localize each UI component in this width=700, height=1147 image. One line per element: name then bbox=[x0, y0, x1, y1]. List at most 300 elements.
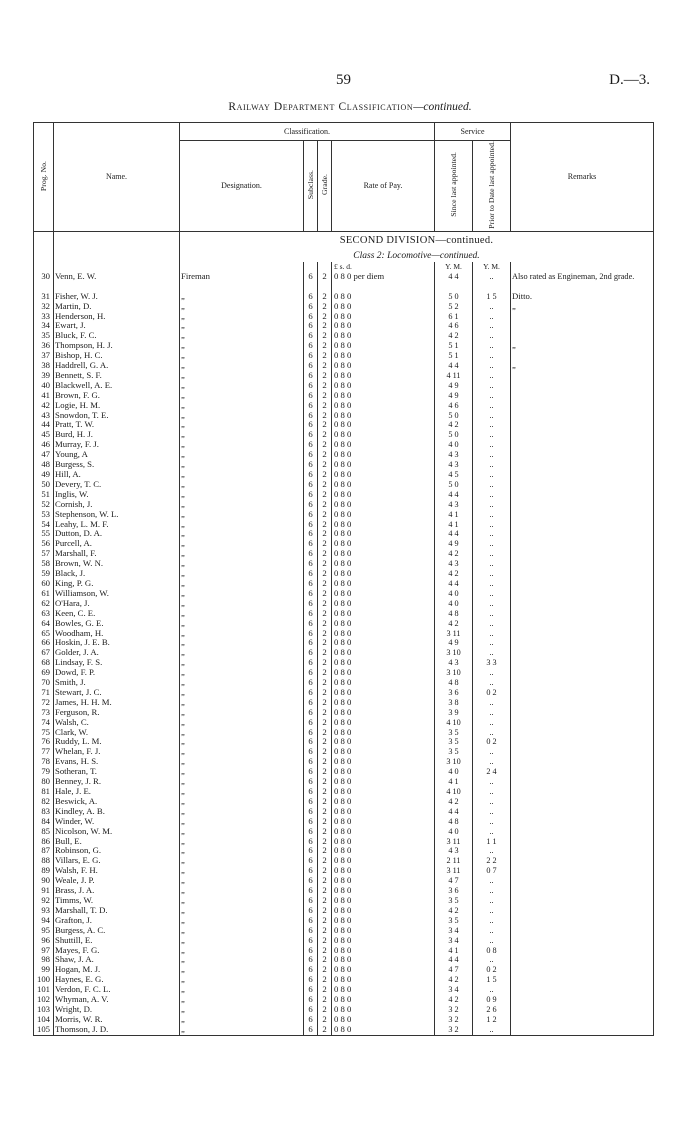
remarks-cell: Also rated as Engineman, 2nd grade. bbox=[511, 272, 654, 292]
prior-to-date-cell: .. bbox=[473, 500, 511, 510]
prog-no-cell: 83 bbox=[34, 807, 54, 817]
prog-no-cell: 30 bbox=[34, 272, 54, 292]
prior-to-date-cell: .. bbox=[473, 1025, 511, 1035]
subclass-cell: 6 bbox=[304, 331, 318, 341]
prog-no-cell: 35 bbox=[34, 331, 54, 341]
table-row bbox=[34, 985, 654, 995]
designation-cell: „ bbox=[180, 827, 304, 837]
designation-cell: „ bbox=[180, 737, 304, 747]
header-grade: Grade. bbox=[318, 141, 332, 232]
prog-no-cell: 37 bbox=[34, 351, 54, 361]
prior-to-date-cell: .. bbox=[473, 411, 511, 421]
designation-cell: „ bbox=[180, 817, 304, 827]
name-cell: Bluck, F. C. bbox=[54, 331, 180, 341]
prog-no-cell: 69 bbox=[34, 668, 54, 678]
prior-to-date-cell: .. bbox=[473, 718, 511, 728]
remarks-cell: Ditto. bbox=[511, 292, 654, 302]
remarks-cell bbox=[511, 955, 654, 965]
table-row bbox=[34, 629, 654, 639]
prior-to-date-cell: .. bbox=[473, 747, 511, 757]
since-last-cell: 4 8 bbox=[435, 609, 473, 619]
subclass-cell: 6 bbox=[304, 559, 318, 569]
rate-of-pay-cell: 0 8 0 bbox=[332, 896, 435, 906]
rate-of-pay-cell: 0 8 0 bbox=[332, 470, 435, 480]
grade-cell: 2 bbox=[318, 371, 332, 381]
rate-of-pay-cell: 0 8 0 bbox=[332, 401, 435, 411]
subclass-cell: 6 bbox=[304, 965, 318, 975]
grade-cell: 2 bbox=[318, 500, 332, 510]
prior-to-date-cell: .. bbox=[473, 955, 511, 965]
since-last-cell: 4 2 bbox=[435, 975, 473, 985]
rate-of-pay-cell: 0 8 0 bbox=[332, 698, 435, 708]
designation-cell: „ bbox=[180, 1025, 304, 1035]
section-class-row bbox=[34, 250, 654, 262]
since-last-cell: 5 0 bbox=[435, 411, 473, 421]
designation-cell: „ bbox=[180, 638, 304, 648]
subclass-cell: 6 bbox=[304, 401, 318, 411]
prior-to-date-cell: .. bbox=[473, 619, 511, 629]
table-row bbox=[34, 559, 654, 569]
name-cell: Brass, J. A. bbox=[54, 886, 180, 896]
remarks-cell bbox=[511, 609, 654, 619]
prog-no-cell: 105 bbox=[34, 1025, 54, 1035]
name-cell: Bishop, H. C. bbox=[54, 351, 180, 361]
table-row bbox=[34, 302, 654, 312]
subclass-cell: 6 bbox=[304, 896, 318, 906]
remarks-cell bbox=[511, 708, 654, 718]
name-cell: Clark, W. bbox=[54, 728, 180, 738]
prog-no-cell: 50 bbox=[34, 480, 54, 490]
name-cell: Lindsay, F. S. bbox=[54, 658, 180, 668]
prog-no-cell: 46 bbox=[34, 440, 54, 450]
since-last-cell: 5 0 bbox=[435, 292, 473, 302]
prog-no-cell: 31 bbox=[34, 292, 54, 302]
table-row bbox=[34, 569, 654, 579]
subclass-cell: 6 bbox=[304, 1025, 318, 1035]
prog-no-cell: 86 bbox=[34, 837, 54, 847]
designation-cell: „ bbox=[180, 926, 304, 936]
grade-cell: 2 bbox=[318, 777, 332, 787]
designation-cell: „ bbox=[180, 985, 304, 995]
name-cell: Williamson, W. bbox=[54, 589, 180, 599]
prior-to-date-cell: .. bbox=[473, 520, 511, 530]
since-last-cell: 4 3 bbox=[435, 450, 473, 460]
designation-cell: „ bbox=[180, 678, 304, 688]
grade-cell: 2 bbox=[318, 609, 332, 619]
rate-of-pay-cell: 0 8 0 bbox=[332, 529, 435, 539]
designation-cell: „ bbox=[180, 411, 304, 421]
name-cell: Marshall, T. D. bbox=[54, 906, 180, 916]
prog-no-cell: 48 bbox=[34, 460, 54, 470]
prog-no-cell: 70 bbox=[34, 678, 54, 688]
name-cell: Evans, H. S. bbox=[54, 757, 180, 767]
since-last-cell: 5 1 bbox=[435, 341, 473, 351]
designation-cell: „ bbox=[180, 658, 304, 668]
title-suffix: —continued. bbox=[413, 101, 472, 113]
grade-cell: 2 bbox=[318, 698, 332, 708]
grade-cell: 2 bbox=[318, 312, 332, 322]
designation-cell: „ bbox=[180, 500, 304, 510]
prog-no-cell: 84 bbox=[34, 817, 54, 827]
prior-to-date-cell: 0 2 bbox=[473, 965, 511, 975]
remarks-cell bbox=[511, 757, 654, 767]
since-last-cell: 3 4 bbox=[435, 985, 473, 995]
remarks-cell bbox=[511, 430, 654, 440]
remarks-cell bbox=[511, 371, 654, 381]
prior-to-date-cell: 1 1 bbox=[473, 837, 511, 847]
subclass-cell: 6 bbox=[304, 876, 318, 886]
designation-cell: „ bbox=[180, 975, 304, 985]
remarks-cell bbox=[511, 777, 654, 787]
rate-of-pay-cell: 0 8 0 bbox=[332, 955, 435, 965]
designation-cell: „ bbox=[180, 886, 304, 896]
rate-of-pay-cell: 0 8 0 bbox=[332, 995, 435, 1005]
since-last-cell: 2 11 bbox=[435, 856, 473, 866]
name-cell: Hogan, M. J. bbox=[54, 965, 180, 975]
rate-of-pay-cell: 0 8 0 bbox=[332, 559, 435, 569]
subclass-cell: 6 bbox=[304, 1005, 318, 1015]
remarks-cell bbox=[511, 480, 654, 490]
table-row bbox=[34, 312, 654, 322]
name-cell: O'Hara, J. bbox=[54, 599, 180, 609]
grade-cell: 2 bbox=[318, 420, 332, 430]
table-row bbox=[34, 440, 654, 450]
subclass-cell: 6 bbox=[304, 936, 318, 946]
table-row bbox=[34, 549, 654, 559]
designation-cell: „ bbox=[180, 510, 304, 520]
remarks-cell bbox=[511, 856, 654, 866]
remarks-cell bbox=[511, 916, 654, 926]
name-cell: Nicolson, W. M. bbox=[54, 827, 180, 837]
designation-cell: „ bbox=[180, 876, 304, 886]
prior-to-date-cell: .. bbox=[473, 312, 511, 322]
section-division: SECOND DIVISION—continued. bbox=[180, 231, 654, 250]
since-last-cell: 4 4 bbox=[435, 272, 473, 292]
name-cell: Murray, F. J. bbox=[54, 440, 180, 450]
name-cell: Blackwell, A. E. bbox=[54, 381, 180, 391]
prior-to-date-cell: .. bbox=[473, 539, 511, 549]
rate-of-pay-cell: 0 8 0 bbox=[332, 648, 435, 658]
prog-no-cell: 57 bbox=[34, 549, 54, 559]
grade-cell: 2 bbox=[318, 797, 332, 807]
rate-of-pay-cell: 0 8 0 bbox=[332, 292, 435, 302]
subclass-cell: 6 bbox=[304, 629, 318, 639]
prog-no-cell: 77 bbox=[34, 747, 54, 757]
rate-of-pay-cell: 0 8 0 bbox=[332, 856, 435, 866]
rate-of-pay-cell: 0 8 0 bbox=[332, 837, 435, 847]
grade-cell: 2 bbox=[318, 411, 332, 421]
grade-cell: 2 bbox=[318, 767, 332, 777]
designation-cell: Fireman bbox=[180, 272, 304, 292]
prior-to-date-cell: .. bbox=[473, 351, 511, 361]
designation-cell: „ bbox=[180, 718, 304, 728]
designation-cell: „ bbox=[180, 529, 304, 539]
prog-no-cell: 45 bbox=[34, 430, 54, 440]
rate-of-pay-cell: 0 8 0 bbox=[332, 440, 435, 450]
since-last-cell: 4 4 bbox=[435, 579, 473, 589]
designation-cell: „ bbox=[180, 381, 304, 391]
name-cell: Burd, H. J. bbox=[54, 430, 180, 440]
name-cell: Winder, W. bbox=[54, 817, 180, 827]
designation-cell: „ bbox=[180, 797, 304, 807]
prog-no-cell: 72 bbox=[34, 698, 54, 708]
prior-to-date-cell: 2 2 bbox=[473, 856, 511, 866]
since-last-cell: 3 11 bbox=[435, 629, 473, 639]
remarks-cell bbox=[511, 381, 654, 391]
remarks-cell bbox=[511, 965, 654, 975]
prior-to-date-cell: .. bbox=[473, 371, 511, 381]
since-last-cell: 4 2 bbox=[435, 331, 473, 341]
subclass-cell: 6 bbox=[304, 797, 318, 807]
grade-cell: 2 bbox=[318, 589, 332, 599]
remarks-cell bbox=[511, 747, 654, 757]
name-cell: Ewart, J. bbox=[54, 321, 180, 331]
rate-of-pay-cell: 0 8 0 bbox=[332, 797, 435, 807]
name-cell: Shuttill, E. bbox=[54, 936, 180, 946]
subclass-cell: 6 bbox=[304, 658, 318, 668]
name-cell: Mayes, F. G. bbox=[54, 946, 180, 956]
subclass-cell: 6 bbox=[304, 500, 318, 510]
prog-no-cell: 53 bbox=[34, 510, 54, 520]
name-cell: Haynes, E. G. bbox=[54, 975, 180, 985]
designation-cell: „ bbox=[180, 351, 304, 361]
subclass-cell: 6 bbox=[304, 737, 318, 747]
header-row-1 bbox=[34, 123, 654, 141]
table-row bbox=[34, 1025, 654, 1035]
name-cell: Logie, H. M. bbox=[54, 401, 180, 411]
prog-no-cell: 88 bbox=[34, 856, 54, 866]
since-last-cell: 4 4 bbox=[435, 490, 473, 500]
designation-cell: „ bbox=[180, 728, 304, 738]
remarks-cell bbox=[511, 500, 654, 510]
remarks-cell bbox=[511, 321, 654, 331]
designation-cell: „ bbox=[180, 599, 304, 609]
subclass-cell: 6 bbox=[304, 708, 318, 718]
grade-cell: 2 bbox=[318, 737, 332, 747]
prog-no-cell: 51 bbox=[34, 490, 54, 500]
since-last-cell: 4 3 bbox=[435, 846, 473, 856]
subclass-cell: 6 bbox=[304, 688, 318, 698]
prog-no-cell: 87 bbox=[34, 846, 54, 856]
since-last-cell: 4 8 bbox=[435, 817, 473, 827]
designation-cell: „ bbox=[180, 589, 304, 599]
prog-no-cell: 61 bbox=[34, 589, 54, 599]
grade-cell: 2 bbox=[318, 678, 332, 688]
rate-of-pay-cell: 0 8 0 bbox=[332, 965, 435, 975]
rate-of-pay-cell: 0 8 0 bbox=[332, 331, 435, 341]
designation-cell: „ bbox=[180, 430, 304, 440]
rate-of-pay-cell: 0 8 0 bbox=[332, 787, 435, 797]
prior-to-date-cell: .. bbox=[473, 985, 511, 995]
prior-to-date-cell: .. bbox=[473, 490, 511, 500]
table-row bbox=[34, 609, 654, 619]
table-row bbox=[34, 500, 654, 510]
prog-no-cell: 97 bbox=[34, 946, 54, 956]
subclass-cell: 6 bbox=[304, 440, 318, 450]
designation-cell: „ bbox=[180, 1015, 304, 1025]
remarks-cell bbox=[511, 470, 654, 480]
remarks-cell bbox=[511, 817, 654, 827]
subclass-cell: 6 bbox=[304, 955, 318, 965]
units-pay: £ s. d. bbox=[332, 262, 435, 272]
grade-cell: 2 bbox=[318, 807, 332, 817]
table-row bbox=[34, 391, 654, 401]
remarks-cell bbox=[511, 420, 654, 430]
rate-of-pay-cell: 0 8 0 bbox=[332, 638, 435, 648]
name-cell: Beswick, A. bbox=[54, 797, 180, 807]
name-cell: Walsh, C. bbox=[54, 718, 180, 728]
grade-cell: 2 bbox=[318, 629, 332, 639]
rate-of-pay-cell: 0 8 0 bbox=[332, 430, 435, 440]
rate-of-pay-cell: 0 8 0 bbox=[332, 737, 435, 747]
remarks-cell bbox=[511, 658, 654, 668]
name-cell: Henderson, H. bbox=[54, 312, 180, 322]
subclass-cell: 6 bbox=[304, 856, 318, 866]
name-cell: Brown, W. N. bbox=[54, 559, 180, 569]
table-row bbox=[34, 430, 654, 440]
prior-to-date-cell: .. bbox=[473, 460, 511, 470]
since-last-cell: 3 4 bbox=[435, 926, 473, 936]
subclass-cell: 6 bbox=[304, 718, 318, 728]
prog-no-cell: 92 bbox=[34, 896, 54, 906]
since-last-cell: 4 8 bbox=[435, 678, 473, 688]
name-cell: Stephenson, W. L. bbox=[54, 510, 180, 520]
since-last-cell: 4 0 bbox=[435, 827, 473, 837]
header-designation: Designation. bbox=[180, 141, 304, 232]
remarks-cell bbox=[511, 579, 654, 589]
remarks-cell bbox=[511, 946, 654, 956]
rate-of-pay-cell: 0 8 0 bbox=[332, 411, 435, 421]
designation-cell: „ bbox=[180, 391, 304, 401]
since-last-cell: 4 0 bbox=[435, 440, 473, 450]
prior-to-date-cell: .. bbox=[473, 817, 511, 827]
table-row bbox=[34, 411, 654, 421]
name-cell: Whyman, A. V. bbox=[54, 995, 180, 1005]
name-cell: Bull, E. bbox=[54, 837, 180, 847]
since-last-cell: 3 11 bbox=[435, 866, 473, 876]
subclass-cell: 6 bbox=[304, 480, 318, 490]
since-last-cell: 3 8 bbox=[435, 698, 473, 708]
grade-cell: 2 bbox=[318, 916, 332, 926]
prog-no-cell: 94 bbox=[34, 916, 54, 926]
prior-to-date-cell: .. bbox=[473, 529, 511, 539]
table-row bbox=[34, 886, 654, 896]
since-last-cell: 4 1 bbox=[435, 946, 473, 956]
name-cell: Cornish, J. bbox=[54, 500, 180, 510]
prog-no-cell: 40 bbox=[34, 381, 54, 391]
prog-no-cell: 33 bbox=[34, 312, 54, 322]
rate-of-pay-cell: 0 8 0 bbox=[332, 688, 435, 698]
name-cell: Benney, J. R. bbox=[54, 777, 180, 787]
rate-of-pay-cell: 0 8 0 bbox=[332, 846, 435, 856]
grade-cell: 2 bbox=[318, 599, 332, 609]
prior-to-date-cell: .. bbox=[473, 341, 511, 351]
prior-to-date-cell: .. bbox=[473, 609, 511, 619]
table-row bbox=[34, 866, 654, 876]
name-cell: Devery, T. C. bbox=[54, 480, 180, 490]
remarks-cell bbox=[511, 559, 654, 569]
prior-to-date-cell: .. bbox=[473, 708, 511, 718]
header-remarks: Remarks bbox=[511, 123, 654, 232]
since-last-cell: 4 2 bbox=[435, 420, 473, 430]
table-row bbox=[34, 272, 654, 292]
designation-cell: „ bbox=[180, 292, 304, 302]
remarks-cell bbox=[511, 401, 654, 411]
prior-to-date-cell: .. bbox=[473, 638, 511, 648]
prior-to-date-cell: .. bbox=[473, 846, 511, 856]
designation-cell: „ bbox=[180, 470, 304, 480]
designation-cell: „ bbox=[180, 668, 304, 678]
subclass-cell: 6 bbox=[304, 539, 318, 549]
rate-of-pay-cell: 0 8 0 bbox=[332, 599, 435, 609]
table-row bbox=[34, 975, 654, 985]
grade-cell: 2 bbox=[318, 866, 332, 876]
grade-cell: 2 bbox=[318, 757, 332, 767]
since-last-cell: 4 2 bbox=[435, 549, 473, 559]
subclass-cell: 6 bbox=[304, 668, 318, 678]
subclass-cell: 6 bbox=[304, 549, 318, 559]
remarks-cell bbox=[511, 936, 654, 946]
name-cell: Young, A bbox=[54, 450, 180, 460]
rate-of-pay-cell: 0 8 0 bbox=[332, 391, 435, 401]
prog-no-cell: 41 bbox=[34, 391, 54, 401]
table-row bbox=[34, 817, 654, 827]
name-cell: Black, J. bbox=[54, 569, 180, 579]
grade-cell: 2 bbox=[318, 856, 332, 866]
prog-no-cell: 75 bbox=[34, 728, 54, 738]
since-last-cell: 3 10 bbox=[435, 757, 473, 767]
grade-cell: 2 bbox=[318, 302, 332, 312]
grade-cell: 2 bbox=[318, 787, 332, 797]
designation-cell: „ bbox=[180, 846, 304, 856]
grade-cell: 2 bbox=[318, 965, 332, 975]
subclass-cell: 6 bbox=[304, 609, 318, 619]
rate-of-pay-cell: 0 8 0 bbox=[332, 579, 435, 589]
rate-of-pay-cell: 0 8 0 bbox=[332, 510, 435, 520]
name-cell: Grafton, J. bbox=[54, 916, 180, 926]
grade-cell: 2 bbox=[318, 331, 332, 341]
table-row bbox=[34, 520, 654, 530]
remarks-cell bbox=[511, 876, 654, 886]
subclass-cell: 6 bbox=[304, 371, 318, 381]
title-main: Railway Department Classification bbox=[228, 101, 414, 113]
designation-cell: „ bbox=[180, 777, 304, 787]
prior-to-date-cell: 1 2 bbox=[473, 1015, 511, 1025]
prior-to-date-cell: .. bbox=[473, 906, 511, 916]
designation-cell: „ bbox=[180, 450, 304, 460]
designation-cell: „ bbox=[180, 747, 304, 757]
rate-of-pay-cell: 0 8 0 bbox=[332, 351, 435, 361]
prog-no-cell: 73 bbox=[34, 708, 54, 718]
rate-of-pay-cell: 0 8 0 bbox=[332, 321, 435, 331]
prog-no-cell: 100 bbox=[34, 975, 54, 985]
subclass-cell: 6 bbox=[304, 272, 318, 292]
section-division-row bbox=[34, 231, 654, 250]
remarks-cell bbox=[511, 589, 654, 599]
prior-to-date-cell: .. bbox=[473, 549, 511, 559]
grade-cell: 2 bbox=[318, 361, 332, 371]
header-classification: Classification. bbox=[180, 123, 435, 141]
subclass-cell: 6 bbox=[304, 579, 318, 589]
prog-no-cell: 65 bbox=[34, 629, 54, 639]
designation-cell: „ bbox=[180, 480, 304, 490]
grade-cell: 2 bbox=[318, 490, 332, 500]
designation-cell: „ bbox=[180, 955, 304, 965]
units-prior: Y. M. bbox=[473, 262, 511, 272]
designation-cell: „ bbox=[180, 906, 304, 916]
remarks-cell bbox=[511, 797, 654, 807]
subclass-cell: 6 bbox=[304, 787, 318, 797]
